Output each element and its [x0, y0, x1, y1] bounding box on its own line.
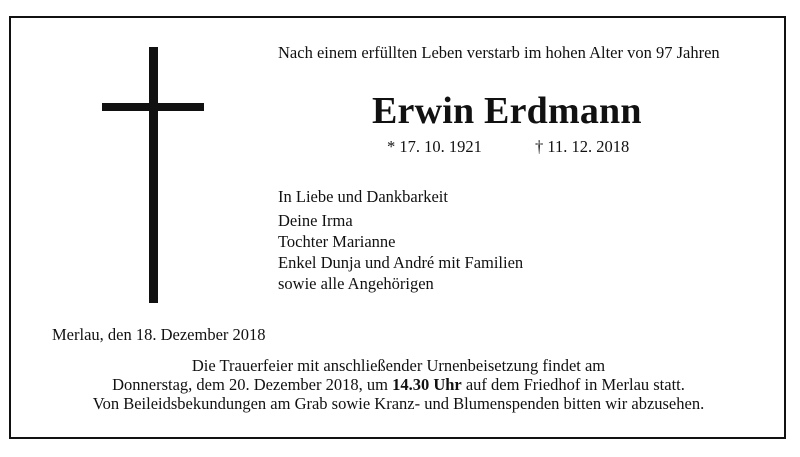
cross-horizontal-bar: [102, 103, 204, 111]
ceremony-line-2-end: auf dem Friedhof in Merlau statt.: [461, 375, 685, 394]
birth-date: * 17. 10. 1921: [387, 137, 482, 156]
mourner-line: Enkel Dunja und André mit Familien: [278, 253, 524, 272]
mourners-list: [278, 210, 523, 294]
ceremony-line-2-start: Donnerstag, dem 20. Dezember 2018, um: [112, 375, 393, 394]
death-date: † 11. 12. 2018: [535, 137, 630, 156]
intro-text: Nach einem erfüllten Leben verstarb im hohen Alter von 97 Jahren: [278, 43, 720, 62]
ceremony-line-2: [30, 375, 767, 394]
ceremony-line-1: Die Trauerfeier mit anschließender Urnenbeisetzung findet am: [191, 356, 606, 375]
mourner-line: Tochter Marianne: [278, 232, 396, 251]
mourner-line: Deine Irma: [278, 211, 353, 230]
cross-vertical-bar: [149, 47, 158, 303]
ceremony-time: 14.30 Uhr: [392, 375, 462, 394]
place-date: Merlau, den 18. Dezember 2018: [52, 325, 266, 344]
deceased-name: Erwin Erdmann: [372, 90, 642, 132]
dedication-text: In Liebe und Dankbarkeit: [278, 187, 448, 206]
ceremony-line-3: Von Beileidsbekundungen am Grab sowie Kranz- und Blumenspenden bitten wir abzusehen.: [92, 394, 705, 413]
mourner-line: sowie alle Angehörigen: [278, 274, 434, 293]
ceremony-notice: [30, 356, 767, 413]
